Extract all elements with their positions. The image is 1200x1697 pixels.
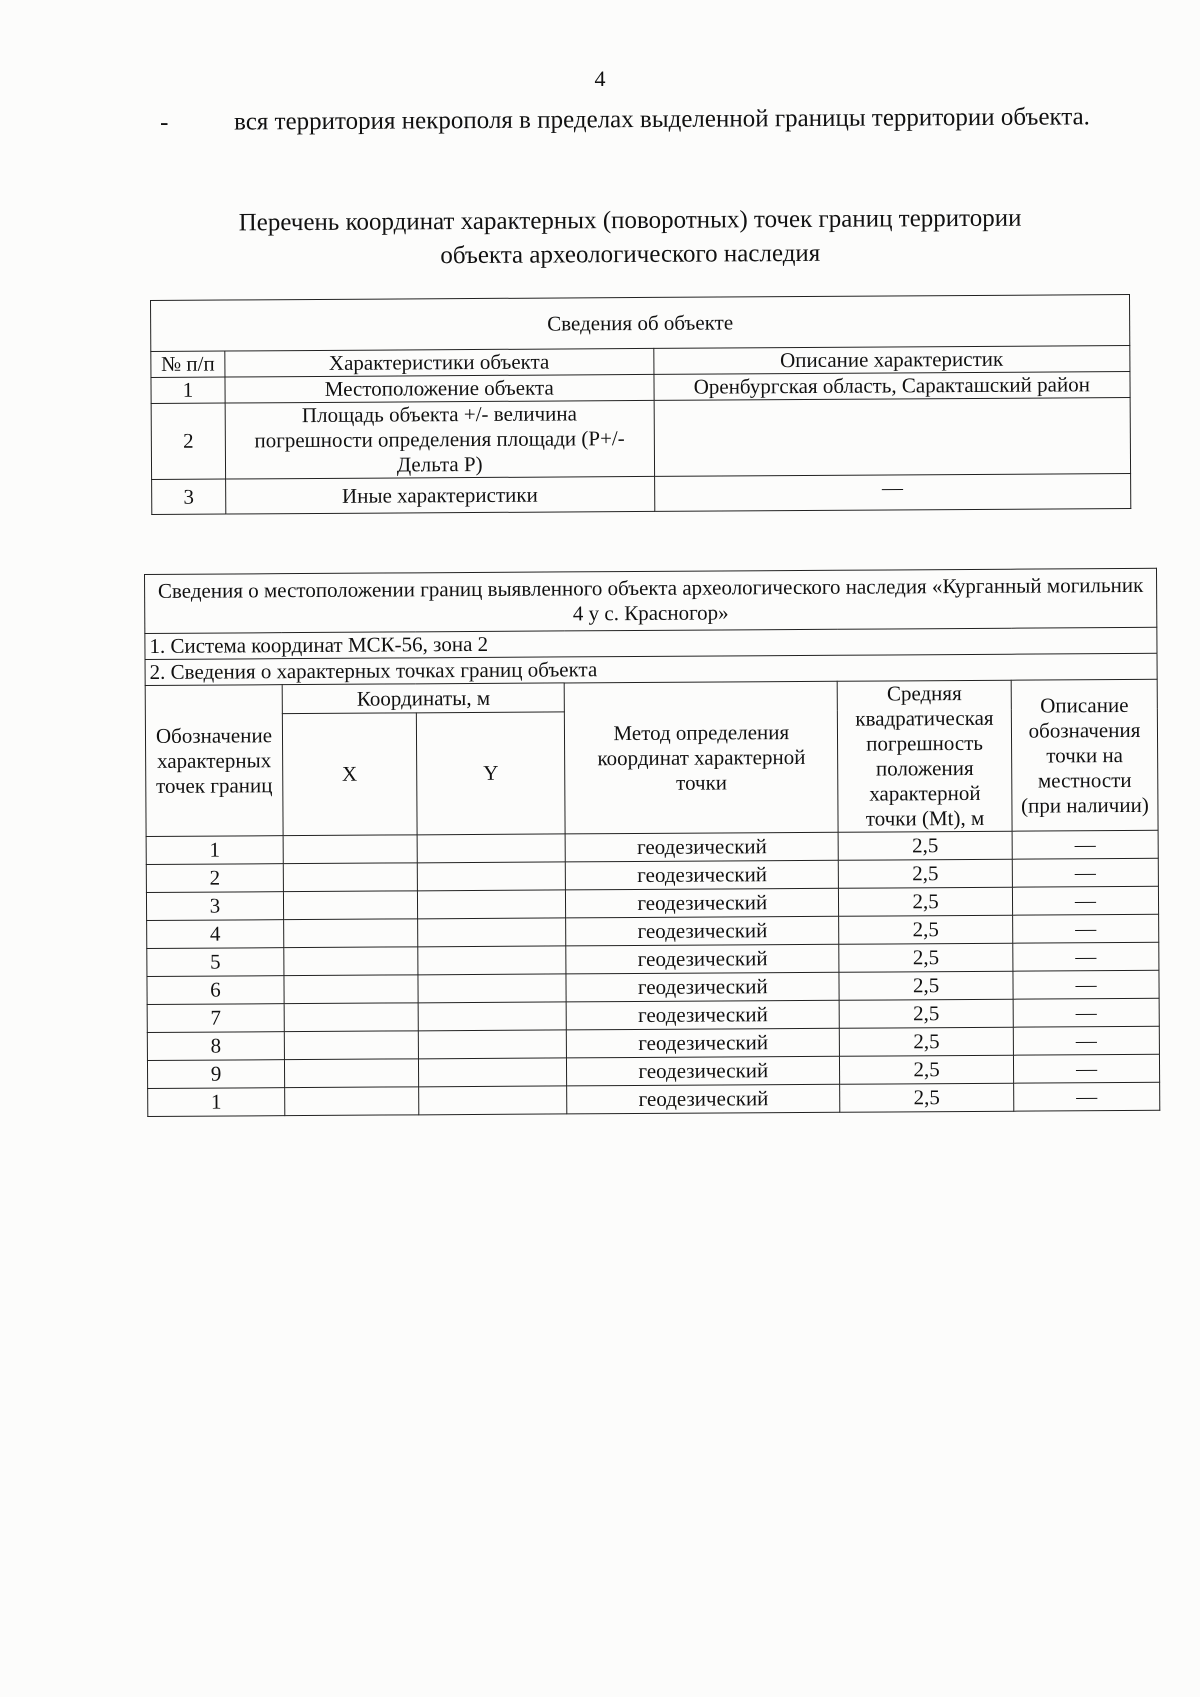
cell-method: геодезический: [566, 832, 839, 862]
cell-y: [418, 1002, 567, 1031]
heading-line-2: объекта археологического наследия: [440, 239, 821, 270]
cell-point: 4: [147, 920, 284, 949]
cell-method: геодезический: [567, 1028, 840, 1058]
cell-point: 9: [147, 1060, 284, 1089]
cell-y: [418, 1086, 567, 1115]
cell-point: 1: [146, 836, 283, 865]
cell-method: геодезический: [566, 944, 839, 974]
table-row: [151, 398, 1130, 480]
header-designation: Обозначение характерных точек границ: [145, 685, 283, 837]
cell-x: [284, 1031, 418, 1060]
cell-description: —: [1013, 998, 1159, 1027]
cell-method: геодезический: [566, 972, 839, 1002]
cell-description: —: [1014, 1082, 1160, 1111]
cell-error: 2,5: [840, 1083, 1014, 1112]
header-description: Описание характеристик: [653, 346, 1130, 375]
row-num: 3: [152, 479, 226, 514]
cell-y: [418, 974, 567, 1003]
header-characteristic: Характеристики объекта: [225, 348, 654, 377]
cell-error: 2,5: [839, 971, 1013, 1000]
object-info-table: [150, 294, 1131, 515]
boundary-points-table: [144, 568, 1160, 1117]
cell-x: [285, 1087, 419, 1116]
cell-x: [284, 1003, 418, 1032]
cell-description: —: [1013, 970, 1159, 999]
row-num: 1: [151, 377, 225, 403]
cell-y: [417, 918, 566, 947]
cell-y: [418, 1058, 567, 1087]
cell-point: 6: [147, 976, 284, 1005]
cell-point: 2: [146, 864, 283, 893]
cell-x: [283, 835, 417, 864]
header-coordinates: Координаты, м: [282, 683, 565, 714]
cell-point: 7: [147, 1004, 284, 1033]
cell-error: 2,5: [839, 943, 1013, 972]
cell-method: геодезический: [567, 1000, 840, 1030]
row-num: 2: [151, 403, 225, 479]
header-method: Метод определения координат характерной точки: [565, 681, 839, 834]
table-row: [148, 1082, 1160, 1116]
cell-error: 2,5: [838, 831, 1012, 860]
cell-method: геодезический: [567, 1056, 840, 1086]
cell-description: —: [1013, 942, 1159, 971]
row-desc: Оренбургская область, Саракташский район: [653, 372, 1130, 401]
header-point-description: Описание обозначения точки на местности (при наличии): [1011, 679, 1158, 831]
boundary-table-caption: Сведения о местоположении границ выявленного объекта археологического наследия «Курганный могильник 4 у с. Красногор»: [145, 568, 1157, 633]
cell-description: —: [1012, 886, 1158, 915]
cell-point: 3: [146, 892, 283, 921]
header-error: Средняя квадратическая погрешность положения характерной точки (Mt), м: [837, 680, 1012, 832]
cell-x: [284, 947, 418, 976]
row-desc: —: [654, 474, 1131, 512]
section-heading: [150, 201, 1110, 275]
cell-y: [418, 946, 567, 975]
cell-point: 1: [148, 1088, 285, 1117]
cell-error: 2,5: [839, 915, 1013, 944]
cell-y: [418, 1030, 567, 1059]
cell-error: 2,5: [839, 887, 1013, 916]
heading-line-1: Перечень координат характерных (поворотных) точек границ территории: [238, 204, 1022, 237]
row-desc: [654, 398, 1131, 477]
cell-method: геодезический: [566, 888, 839, 918]
cell-x: [283, 891, 417, 920]
cell-method: геодезический: [567, 1084, 840, 1114]
cell-description: —: [1012, 830, 1158, 859]
page-number: 4: [594, 66, 606, 91]
cell-x: [284, 975, 418, 1004]
header-x: X: [282, 713, 417, 836]
intro-text: вся территория некрополя в пределах выделенной границы территории объекта.: [234, 103, 1090, 136]
header-y: Y: [416, 712, 565, 835]
cell-error: 2,5: [838, 859, 1012, 888]
cell-description: —: [1013, 1026, 1159, 1055]
row-name: Местоположение объекта: [225, 374, 654, 403]
coordinate-system: 1. Система координат МСК-56, зона 2: [145, 627, 1157, 659]
cell-error: 2,5: [839, 1027, 1013, 1056]
row-name: Иные характеристики: [226, 476, 655, 514]
cell-y: [417, 834, 566, 863]
cell-error: 2,5: [839, 999, 1013, 1028]
cell-x: [283, 863, 417, 892]
cell-y: [417, 862, 566, 891]
cell-method: геодезический: [566, 860, 839, 890]
cell-description: —: [1013, 1054, 1159, 1083]
cell-error: 2,5: [840, 1055, 1014, 1084]
row-name: Площадь объекта +/- величина погрешности определения площади (Р+/- Дельта Р): [225, 400, 654, 479]
cell-x: [284, 1059, 418, 1088]
list-dash: -: [160, 108, 169, 136]
cell-description: —: [1013, 914, 1159, 943]
cell-description: —: [1012, 858, 1158, 887]
intro-paragraph: [160, 98, 1120, 142]
object-table-caption: Сведения об объекте: [151, 295, 1130, 352]
cell-x: [284, 919, 418, 948]
cell-point: 5: [147, 948, 284, 977]
cell-point: 8: [147, 1032, 284, 1061]
points-title: 2. Сведения о характерных точках границ объекта: [145, 653, 1157, 685]
header-num: № п/п: [151, 351, 225, 377]
table-row: [152, 474, 1131, 515]
cell-method: геодезический: [566, 916, 839, 946]
cell-y: [417, 890, 566, 919]
